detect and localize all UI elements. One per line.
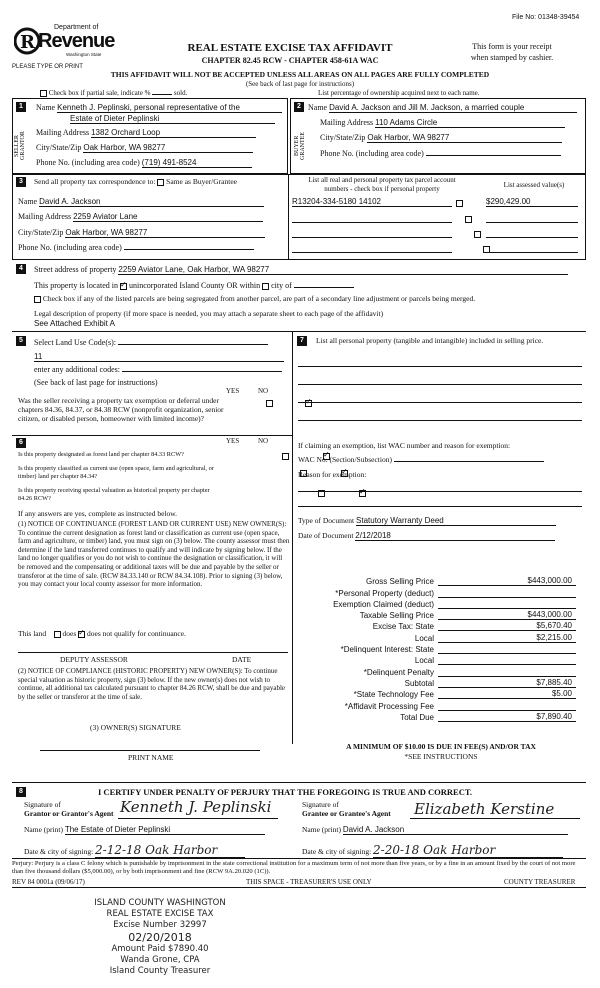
seller-name[interactable]: Kenneth J. Peplinski, personal representative of the — [57, 103, 282, 113]
tax-row-value[interactable]: $7,885.40 — [438, 678, 576, 688]
grantee-print-name[interactable]: David A. Jackson — [343, 825, 568, 835]
same-as-buyer-checkbox[interactable] — [157, 179, 164, 186]
tax-row-label: *State Technology Fee — [353, 690, 434, 700]
does-not-qualify-checkbox[interactable] — [78, 631, 85, 638]
wac-field[interactable] — [394, 461, 544, 462]
section-1-badge: 1 — [16, 102, 26, 112]
tax-row-value[interactable] — [438, 701, 576, 711]
tax-row — [298, 575, 588, 586]
grantee-date-city[interactable]: 2-20-18 Oak Harbor — [373, 843, 563, 858]
please-type: PLEASE TYPE OR PRINT — [12, 64, 83, 70]
tax-row-value[interactable] — [438, 667, 576, 677]
city-of-field[interactable] — [294, 287, 354, 288]
tax-row-value[interactable] — [438, 588, 576, 598]
treasurer-stamp: ISLAND COUNTY WASHINGTON REAL ESTATE EXCISE TAX Excise Number 32997 02/20/2018 Amount Paid $7890.40 Wanda Grone, CPA Island County Treasurer — [70, 898, 250, 977]
city-of-checkbox[interactable] — [262, 283, 269, 290]
notice-continuance: (1) NOTICE OF CONTINUANCE (FOREST LAND OR CURRENT USE) NEW OWNER(S): To continue the current designation as forest land or classification as current use (open space, farm and agriculture, or timber) land, you must sign on (3) below. The county assessor must then determine if the land transferred continues to qualify and will indicate by signing below. If the land no longer qualifies or you do not wish to continue the designation or classification, it will be removed and the compensating or additional taxes will be due and payable by the seller or transferor at the time of sale. (RCW 84.33.140 or RCW 84.34.108). Prior to signing (3) below, you may contact your local county assessor for more information. — [18, 520, 290, 589]
buyer-phone[interactable] — [426, 155, 561, 156]
tax-row-label: *Personal Property (deduct) — [335, 588, 434, 598]
additional-codes-field[interactable] — [122, 371, 282, 372]
section-8-badge: 8 — [16, 787, 26, 797]
warning: THIS AFFIDAVIT WILL NOT BE ACCEPTED UNLESS ALL AREAS ON ALL PAGES ARE FULLY COMPLETED — [110, 70, 490, 79]
seller-phone[interactable]: (719) 491-8524 — [142, 158, 252, 168]
tax-row-label: Total Due — [400, 712, 434, 722]
unincorporated-checkbox[interactable] — [120, 283, 127, 290]
tax-row — [298, 654, 588, 665]
corr-name[interactable]: David A. Jackson — [39, 197, 264, 207]
stamp-amount: Amount Paid $7890.40 — [111, 944, 209, 954]
tax-row-value[interactable]: $2,215.00 — [438, 633, 576, 643]
tax-row — [298, 609, 588, 620]
does-qualify-checkbox[interactable] — [54, 631, 61, 638]
segregate-checkbox[interactable] — [34, 296, 41, 303]
section-3-badge: 3 — [16, 177, 26, 187]
parcel-2-checkbox[interactable] — [465, 216, 472, 223]
grantee-signature[interactable]: Elizabeth Kerstine — [414, 800, 555, 818]
buyer-name[interactable]: David A. Jackson and Jill M. Jackson, a married couple — [329, 103, 577, 113]
corr-phone[interactable] — [124, 249, 254, 250]
forest-yes-checkbox[interactable] — [282, 453, 289, 460]
tax-row-value[interactable] — [438, 599, 576, 609]
form-subtitle: CHAPTER 82.45 RCW - CHAPTER 458-61A WAC — [201, 56, 379, 65]
grantor-signature[interactable]: Kenneth J. Peplinski — [120, 798, 272, 816]
tax-row-label: Local — [414, 633, 434, 643]
section-7-badge: 7 — [297, 336, 307, 346]
certify-statement: I CERTIFY UNDER PENALTY OF PERJURY THAT THE FOREGOING IS TRUE AND CORRECT. — [98, 787, 473, 797]
partial-sale-checkbox[interactable] — [40, 90, 47, 97]
tax-row — [298, 688, 588, 699]
tax-row — [298, 677, 588, 688]
buyer-city[interactable]: Oak Harbor, WA 98277 — [367, 133, 562, 143]
dept-name: Revenue — [38, 30, 115, 52]
tax-row-label: Gross Selling Price — [365, 577, 434, 587]
tax-row-value[interactable]: $443,000.00 — [438, 576, 576, 586]
document-type[interactable]: Statutory Warranty Deed — [356, 516, 556, 526]
tax-row — [298, 643, 588, 654]
section-2-badge: 2 — [294, 102, 304, 112]
buyer-mailing[interactable]: 110 Adams Circle — [375, 118, 565, 128]
form-title: REAL ESTATE EXCISE TAX AFFIDAVIT — [187, 42, 393, 54]
tax-row — [298, 699, 588, 710]
stamp-date: 02/20/2018 — [128, 931, 192, 944]
file-number: File No: 01348-39454 — [512, 14, 580, 21]
parcel-1-personal-checkbox[interactable] — [456, 200, 463, 207]
corr-mailing[interactable]: 2259 Aviator Lane — [73, 212, 263, 222]
exemption-yes-checkbox[interactable] — [266, 400, 273, 407]
tax-row-label: Exemption Claimed (deduct) — [333, 599, 434, 609]
seller-city[interactable]: Oak Harbor, WA 98277 — [83, 143, 253, 153]
tax-calculation — [298, 575, 588, 722]
tax-row-value[interactable]: $7,890.40 — [438, 712, 576, 722]
street-address[interactable]: 2259 Aviator Lane, Oak Harbor, WA 98277 — [118, 265, 568, 275]
tax-row-label: Excise Tax: State — [372, 622, 434, 632]
assessed-value[interactable]: $290,429.00 — [486, 197, 578, 207]
grantor-print-name[interactable]: The Estate of Dieter Peplinski — [65, 825, 265, 835]
tax-row-label: *Delinquent Interest: State — [340, 645, 434, 655]
seller-mailing[interactable]: 1382 Orchard Loop — [91, 128, 256, 138]
logo-r-icon — [14, 26, 40, 56]
corr-city[interactable]: Oak Harbor, WA 98277 — [65, 228, 265, 238]
section-5-badge: 5 — [16, 336, 26, 346]
document-date[interactable]: 2/12/2018 — [355, 531, 555, 541]
tax-row-value[interactable]: $5,670.40 — [438, 621, 576, 631]
tax-row-value[interactable] — [438, 655, 576, 665]
parcel-number[interactable]: R13204-334-5180 14102 — [292, 197, 452, 207]
tax-row — [298, 620, 588, 631]
tax-row-label: *Delinquent Penalty — [363, 667, 434, 677]
tax-row-value[interactable] — [438, 644, 576, 654]
minimum-due: A MINIMUM OF $10.00 IS DUE IN FEE(S) AND/OR TAX — [346, 742, 536, 751]
tax-row — [298, 665, 588, 676]
notice-compliance: (2) NOTICE OF COMPLIANCE (HISTORIC PROPERTY) NEW OWNER(S): To continue special valuation as historic property, sign (3) below. If the new owner(s) does not wish to continue, all additional tax calculated pursuant to chapter 84.26 RCW, shall be due and payable by the seller or transferor at the time of sale. — [18, 667, 286, 701]
legal-description[interactable]: See Attached Exhibit A — [34, 319, 115, 328]
tax-row-label: *Affidavit Processing Fee — [344, 701, 434, 711]
dor-logo: R Department of Revenue Washington State — [14, 24, 114, 58]
tax-row-label: Subtotal — [404, 678, 434, 688]
tax-row — [298, 711, 588, 722]
tax-row-label: Taxable Selling Price — [359, 611, 434, 621]
perjury-note: Perjury: Perjury is a class C felony which is punishable by imprisonment in the state correctional institution for a maximum term of not more than five years, or by a fine in an amount fixed by the court of not more than five thousand dollars ($5,000.00), or by both imprisonment and fine (RCW 9A.20.020 (1C)). — [12, 860, 576, 875]
svg-text:R: R — [20, 32, 35, 53]
tax-row — [298, 586, 588, 597]
section-4-badge: 4 — [16, 264, 26, 274]
seller-name-line2[interactable]: Estate of Dieter Peplinski — [70, 114, 275, 124]
tax-row — [298, 631, 588, 642]
tax-row-label: Local — [414, 656, 434, 666]
tax-row — [298, 598, 588, 609]
exemption-no-checkbox[interactable] — [305, 400, 312, 407]
section-6-badge: 6 — [16, 438, 26, 448]
tax-row-value[interactable]: $5.00 — [438, 689, 576, 699]
parcel-3-checkbox[interactable] — [474, 231, 481, 238]
land-use-code[interactable]: 11 — [34, 352, 284, 362]
tax-row-value[interactable]: $443,000.00 — [438, 610, 576, 620]
grantor-date-city[interactable]: 2-12-18 Oak Harbor — [95, 843, 245, 858]
